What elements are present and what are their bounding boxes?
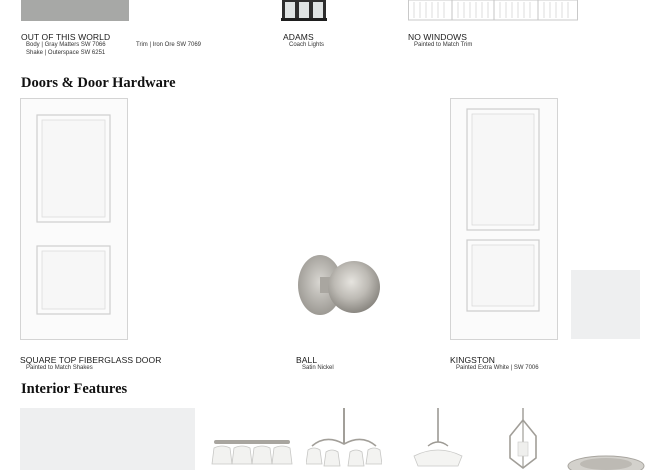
vanity-light-image [210,434,296,470]
ball-knob-image [296,253,386,323]
door-title: SQUARE TOP FIBERGLASS DOOR [20,355,162,365]
exterior-color-swatch [21,0,129,21]
exterior-scheme-title: OUT OF THIS WORLD [21,32,111,42]
hardware-title: BALL [296,355,318,365]
interior-paint-swatch [20,408,195,470]
interior-section-heading: Interior Features [21,381,128,397]
door-subtitle: Painted to Match Shakes [26,365,93,371]
chandelier-image [306,408,382,470]
fiberglass-door-image [20,98,128,340]
doors-section-heading: Doors & Door Hardware [21,75,176,91]
interior-door-subtitle: Painted Extra White | SW 7006 [456,365,539,371]
exterior-trim-color: Trim | Iron Ore SW 7069 [136,42,202,48]
flush-mount-light-image [566,452,646,470]
garage-door-image [408,0,578,22]
lighting-subtitle: Coach Lights [289,42,325,48]
extra-white-swatch [571,270,640,339]
garage-subtitle: Painted to Match Trim [414,42,473,48]
garage-title: NO WINDOWS [408,32,468,42]
interior-door-title: KINGSTON [450,355,496,365]
hardware-subtitle: Satin Nickel [302,365,334,371]
lantern-pendant-image [500,408,546,470]
kingston-door-image [450,98,558,340]
lighting-title: ADAMS [283,32,314,42]
coach-light-image [281,0,327,22]
pendant-light-image [410,408,466,470]
exterior-shake-color: Shake | Outerspace SW 6251 [26,50,106,56]
exterior-body-color: Body | Gray Matters SW 7066 [26,42,106,48]
